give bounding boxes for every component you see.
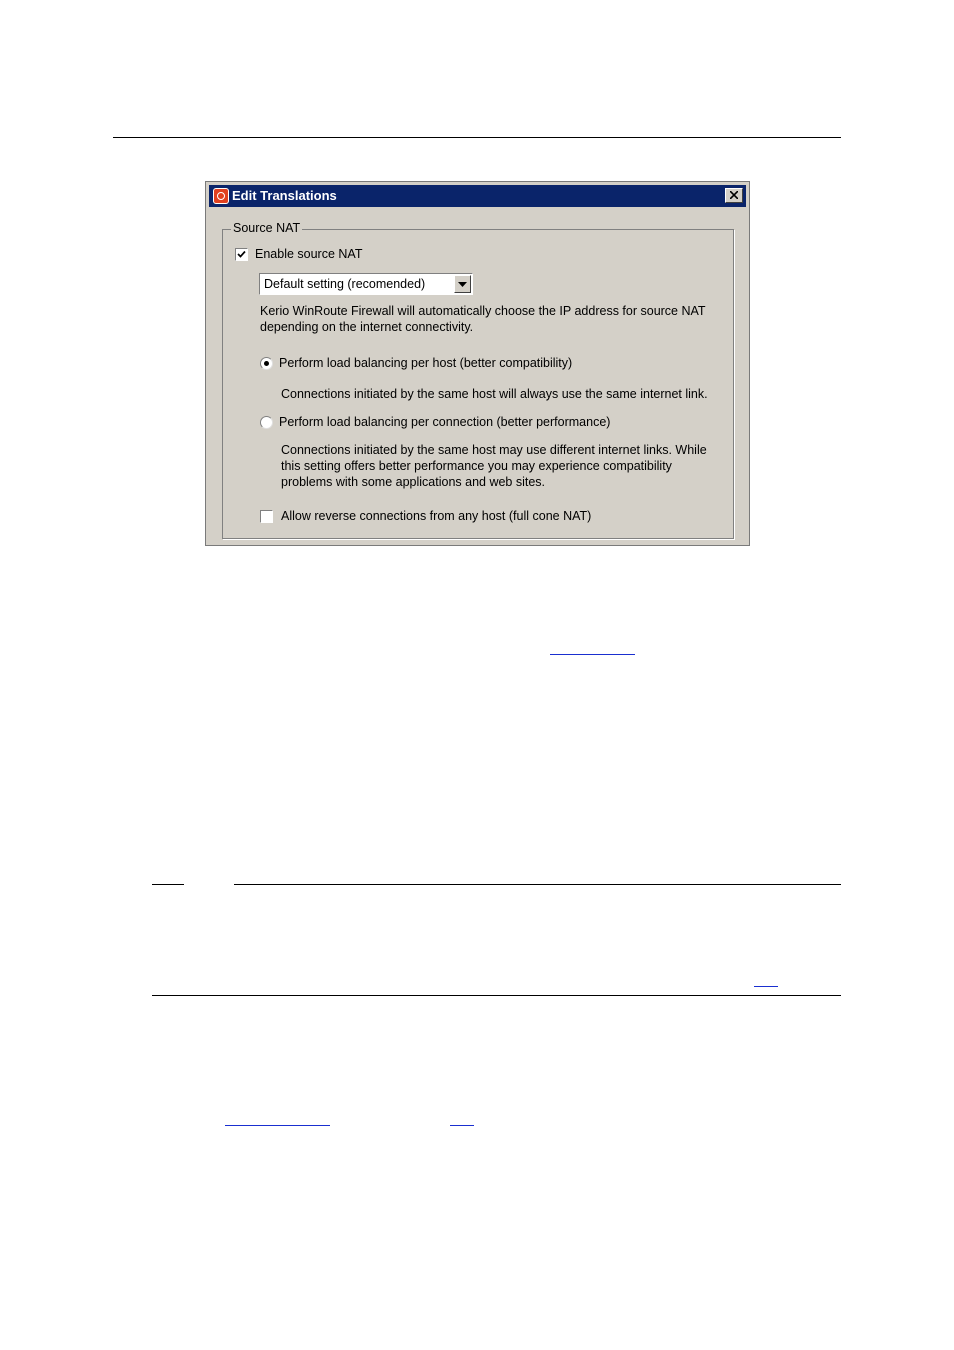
nat-mode-select[interactable]: [259, 273, 473, 295]
note-top-rule: [234, 884, 841, 885]
full-cone-nat-checkbox[interactable]: [260, 510, 273, 523]
link-underline[interactable]: [754, 986, 778, 987]
page-header-rule: [113, 137, 841, 138]
enable-source-nat-label[interactable]: Enable source NAT: [255, 247, 363, 261]
nat-mode-description: Kerio WinRoute Firewall will automatically choose the IP address for source NAT depending on the internet connectivity.: [260, 304, 706, 334]
full-cone-nat-label[interactable]: Allow reverse connections from any host (full cone NAT): [281, 509, 592, 523]
load-balance-per-connection-radio[interactable]: [260, 416, 273, 429]
note-top-rule-short: [152, 884, 184, 885]
nat-mode-selected: Default setting (recomended): [264, 277, 426, 291]
checkmark-icon: [237, 250, 246, 259]
load-balance-per-connection-description: Connections initiated by the same host may use different internet links. While this setting offers better performance you may experience compatibility problems with some applications and web sites.: [281, 443, 707, 489]
load-balance-per-host-description: Connections initiated by the same host will always use the same internet link.: [281, 387, 708, 401]
kerio-app-icon: [213, 188, 229, 204]
note-bottom-rule: [152, 995, 841, 996]
link-underline[interactable]: [225, 1125, 330, 1126]
close-button[interactable]: [725, 188, 743, 203]
edit-translations-dialog: [205, 181, 750, 546]
dialog-title: Edit Translations: [232, 188, 337, 203]
link-underline[interactable]: [550, 654, 635, 655]
link-underline[interactable]: [450, 1125, 474, 1126]
dialog-titlebar[interactable]: [209, 185, 746, 207]
enable-source-nat-checkbox[interactable]: [235, 248, 248, 261]
load-balance-per-connection-label[interactable]: Perform load balancing per connection (better performance): [279, 415, 611, 429]
load-balance-per-host-radio[interactable]: [260, 357, 273, 370]
source-nat-group-label: Source NAT: [233, 221, 301, 235]
radio-selected-dot: [264, 361, 269, 366]
close-icon: [730, 191, 738, 199]
chevron-down-icon: [458, 282, 467, 287]
nat-mode-dropdown-button[interactable]: [454, 275, 471, 293]
load-balance-per-host-label[interactable]: Perform load balancing per host (better compatibility): [279, 356, 573, 370]
